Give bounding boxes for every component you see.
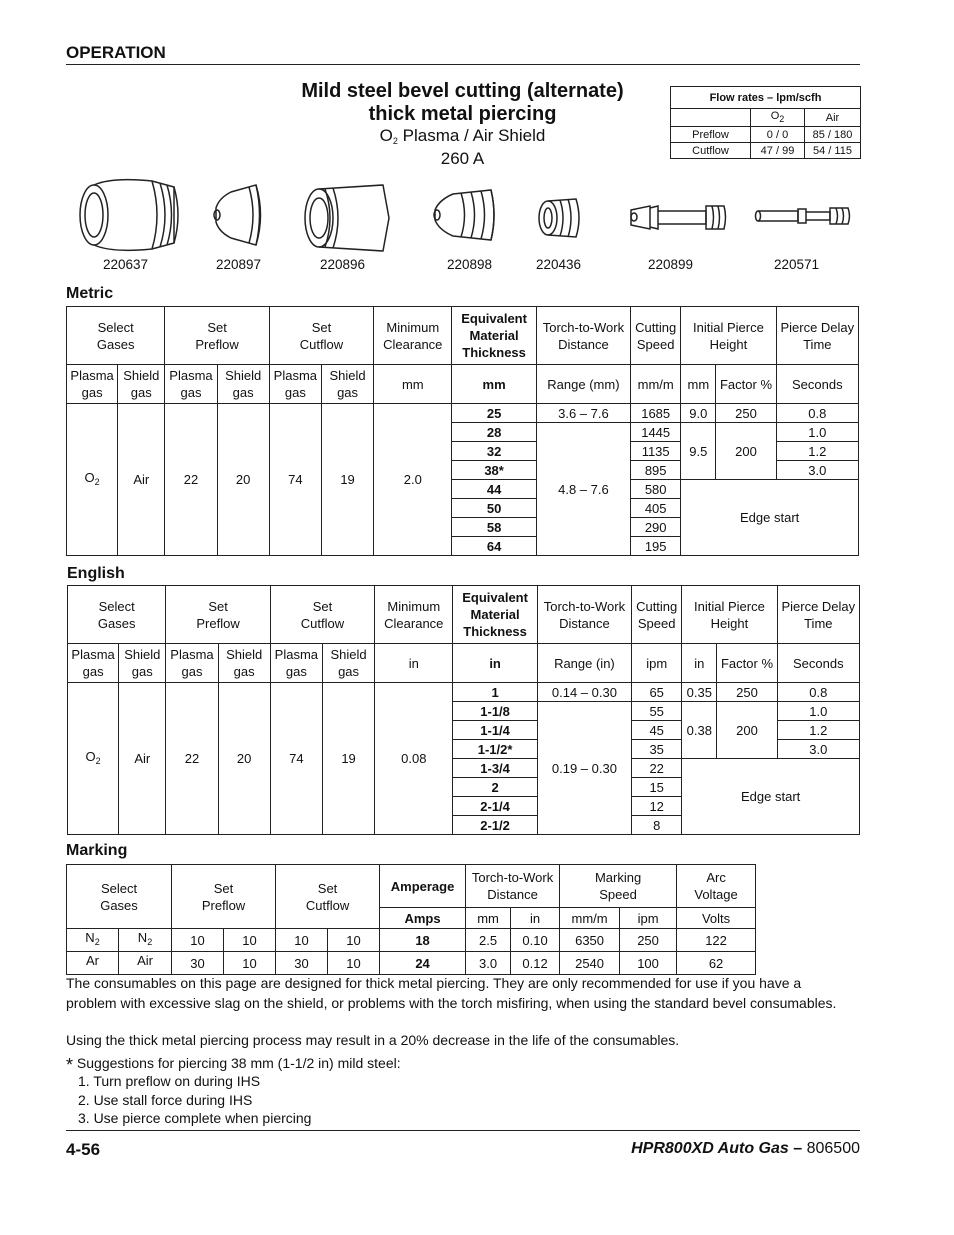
preflow-plasma-cell: 22 [166,683,218,835]
suggestion-line [66,1053,846,1074]
mk-hdr-marking-speed: Marking Speed [560,865,677,908]
page-number: 4-56 [66,1140,101,1159]
delay-cell: 1.2 [776,442,858,461]
part-number: 220436 [536,257,582,272]
english-table [67,585,860,835]
thickness-cell: 2-1/2 [453,816,537,835]
unit-height: in [682,644,717,683]
unit-shield-gas: Shield gas [218,644,270,683]
unit-thickness: mm [452,365,536,404]
cutflow-plasma-cell: 74 [270,683,322,835]
hdr-eq-thickness: Equivalent Material Thickness [452,307,536,365]
delay-cell: 0.8 [776,404,858,423]
mk-cell: 250 [620,929,677,952]
thickness-cell: 1-1/4 [453,721,537,740]
mk-cell: 10 [172,929,224,952]
mk-cell: 3.0 [466,952,511,975]
thickness-cell: 1-1/8 [453,702,537,721]
mk-cell: 30 [172,952,224,975]
mk-cell: 10 [276,929,328,952]
consumable-parts [66,175,860,270]
mk-amps-cell: 18 [380,929,466,952]
speed-cell: 12 [632,797,682,816]
mk-unit-amps: Amps [380,908,466,929]
hdr-select-gases: Select Gases [68,586,166,644]
height-cell: 0.38 [682,702,717,759]
speed-cell: 1685 [631,404,681,423]
amperage-subtitle: 260 A [440,149,485,168]
part-number: 220896 [320,257,366,272]
note-paragraph-2: Using the thick metal piercing process may result in a 20% decrease in the life of the consumables. [66,1032,680,1048]
delay-cell: 1.0 [776,423,858,442]
mk-hdr-arc-voltage: Arc Voltage [677,865,756,908]
plasma-gas-cell: $O_2$ [67,404,118,556]
thickness-cell: 32 [452,442,536,461]
shield-gas-cell: Air [118,404,165,556]
height-cell: 0.35 [682,683,717,702]
unit-plasma-gas: Plasma gas [269,365,321,404]
footer-doc-info [631,1140,860,1158]
metric-table [66,306,859,556]
mk-amps-cell: 24 [380,952,466,975]
hdr-set-preflow: Set Preflow [165,307,269,365]
speed-cell: 895 [631,461,681,480]
mk-hdr-select-gases: Select Gases [67,865,172,929]
shield-cap-icon [72,175,187,260]
unit-plasma-gas: Plasma gas [68,644,119,683]
preflow-shield-cell: 20 [218,683,270,835]
unit-shield-gas: Shield gas [322,644,374,683]
doc-number: 806500 [806,1140,860,1157]
unit-speed: ipm [632,644,682,683]
flow-rates-table [670,86,861,159]
mk-unit-mmm: mm/m [560,908,620,929]
thickness-cell: 1 [453,683,537,702]
thickness-cell: 38* [452,461,536,480]
factor-cell: 250 [717,683,777,702]
mk-cell: 62 [677,952,756,975]
thickness-cell: 2 [453,778,537,797]
clearance-cell: 2.0 [374,404,452,556]
mk-cell: 2540 [560,952,620,975]
delay-cell: 3.0 [777,740,859,759]
height-cell: 9.0 [681,404,716,423]
section-heading: OPERATION [66,43,166,62]
edge-start-cell: Edge start [682,759,860,835]
mk-unit-mm: mm [466,908,511,929]
plasma-gas-cell: $O_2$ [68,683,119,835]
flow-col-o2: $O_2$ [751,109,805,127]
note-paragraph-1: The consumables on this page are designed for thick metal piercing. They are only recommended for use if you have a problem with excessive slag on the shield, or problems with the torch misfiring, when using the standard bevel consumables. [66,975,837,1011]
mk-cell: 10 [328,929,380,952]
mk-unit-volts: Volts [677,908,756,929]
hdr-torch-dist: Torch-to-Work Distance [536,307,630,365]
part-number: 220899 [648,257,694,272]
flow-row-label: Preflow [671,127,751,143]
mk-unit-ipm: ipm [620,908,677,929]
speed-cell: 55 [632,702,682,721]
unit-factor: Factor % [716,365,776,404]
speed-cell: 45 [632,721,682,740]
english-heading: English [67,565,125,582]
thickness-cell: 28 [452,423,536,442]
metric-heading: Metric [66,285,114,302]
unit-plasma-gas: Plasma gas [165,365,217,404]
marking-table [66,864,756,975]
hdr-torch-dist: Torch-to-Work Distance [537,586,631,644]
mk-cell: 6350 [560,929,620,952]
factor-cell: 250 [716,404,776,423]
mk-cell: 10 [224,952,276,975]
flow-rates-title: Flow rates – lpm/scfh [671,87,861,109]
hdr-select-gases: Select Gases [67,307,165,365]
water-tube-icon [754,204,854,234]
flow-col-air: Air [805,109,861,127]
marking-heading: Marking [66,842,128,859]
range-cell: 0.14 – 0.30 [537,683,631,702]
hdr-cut-speed: Cutting Speed [631,307,681,365]
gas-subtitle [250,126,675,146]
suggestion-item: 3. Use pierce complete when piercing [78,1110,312,1126]
part-number: 220571 [774,257,820,272]
thickness-cell: 25 [452,404,536,423]
title-line-2: thick metal piercing [368,103,557,125]
flow-cell: 85 / 180 [805,127,861,143]
flow-cell: 0 / 0 [751,127,805,143]
unit-range: Range (in) [537,644,631,683]
part-number: 220897 [216,257,262,272]
unit-shield-gas: Shield gas [217,365,269,404]
unit-speed: mm/m [631,365,681,404]
thickness-cell: 1-1/2* [453,740,537,759]
speed-cell: 22 [632,759,682,778]
hdr-cut-speed: Cutting Speed [632,586,682,644]
delay-cell: 0.8 [777,683,859,702]
speed-cell: 35 [632,740,682,759]
speed-cell: 580 [631,480,681,499]
hdr-set-cutflow: Set Cutflow [270,586,374,644]
nozzle-icon [431,180,501,255]
speed-cell: 65 [632,683,682,702]
preflow-plasma-cell: 22 [165,404,217,556]
thickness-cell: 50 [452,499,536,518]
shield-gas-cell: Air [119,683,166,835]
speed-cell: 405 [631,499,681,518]
preflow-shield-cell: 20 [217,404,269,556]
gas-rest: Plasma / Air Shield [397,126,546,145]
factor-cell: 200 [717,702,777,759]
asterisk: * [66,1055,74,1075]
unit-plasma-gas: Plasma gas [166,644,218,683]
hdr-set-cutflow: Set Cutflow [269,307,373,365]
suggestion-item: 1. Turn preflow on during IHS [78,1073,261,1089]
footer-dash: – [793,1140,803,1157]
hdr-pierce-height: Initial Pierce Height [681,307,776,365]
top-rule [66,64,860,65]
gas-sub: 2 [392,136,398,146]
speed-cell: 1445 [631,423,681,442]
unit-delay: Seconds [776,365,858,404]
unit-height: mm [681,365,716,404]
title-line-1: Mild steel bevel cutting (alternate) [301,80,624,102]
mk-cell: 10 [224,929,276,952]
unit-shield-gas: Shield gas [119,644,166,683]
factor-cell: 200 [716,423,776,480]
speed-cell: 290 [631,518,681,537]
mk-cell: 0.12 [511,952,560,975]
speed-cell: 1135 [631,442,681,461]
thickness-cell: 64 [452,537,536,556]
height-cell: 9.5 [681,423,716,480]
unit-thickness: in [453,644,537,683]
page-title [250,80,675,126]
mk-hdr-torch-dist: Torch-to-Work Distance [466,865,560,908]
unit-delay: Seconds [777,644,859,683]
mk-gas-cell: Air [119,952,172,975]
mk-gas-cell: Ar [67,952,119,975]
unit-clearance: mm [374,365,452,404]
part-number: 220898 [447,257,493,272]
unit-factor: Factor % [717,644,777,683]
delay-cell: 1.2 [777,721,859,740]
flow-cell: 47 / 99 [751,143,805,159]
mk-hdr-amperage: Amperage [380,865,466,908]
mk-cell: 30 [276,952,328,975]
retaining-cap-icon [299,183,394,258]
mk-hdr-set-cutflow: Set Cutflow [276,865,380,929]
range-cell: 0.19 – 0.30 [537,702,631,835]
delay-cell: 3.0 [776,461,858,480]
mk-cell: 122 [677,929,756,952]
cutflow-shield-cell: 19 [322,683,374,835]
swirl-ring-icon [536,193,586,248]
speed-cell: 195 [631,537,681,556]
unit-range: Range (mm) [536,365,630,404]
speed-cell: 15 [632,778,682,797]
hdr-min-clearance: Minimum Clearance [374,307,452,365]
mk-cell: 10 [328,952,380,975]
delay-cell: 1.0 [777,702,859,721]
unit-shield-gas: Shield gas [321,365,373,404]
hdr-min-clearance: Minimum Clearance [375,586,453,644]
edge-start-cell: Edge start [681,480,859,556]
mk-hdr-set-preflow: Set Preflow [172,865,276,929]
mk-cell: 0.10 [511,929,560,952]
electrode-icon [628,200,728,240]
unit-shield-gas: Shield gas [118,365,165,404]
thickness-cell: 1-3/4 [453,759,537,778]
mk-cell: 100 [620,952,677,975]
mk-gas-cell: $N_2$ [67,929,119,952]
thickness-cell: 58 [452,518,536,537]
shield-icon [211,180,271,255]
flow-row-label: Cutflow [671,143,751,159]
thickness-cell: 2-1/4 [453,797,537,816]
speed-cell: 8 [632,816,682,835]
unit-plasma-gas: Plasma gas [270,644,322,683]
range-cell: 3.6 – 7.6 [536,404,630,423]
gas-o: O [379,126,393,145]
unit-clearance: in [375,644,453,683]
hdr-set-preflow: Set Preflow [166,586,270,644]
hdr-pierce-height: Initial Pierce Height [682,586,777,644]
suggestion-text: Suggestions for piercing 38 mm (1-1/2 in) mild steel: [76,1055,401,1071]
range-cell: 4.8 – 7.6 [536,423,630,556]
cutflow-shield-cell: 19 [321,404,373,556]
suggestion-item: 2. Use stall force during IHS [78,1092,253,1108]
mk-gas-cell: $N_2$ [119,929,172,952]
bottom-rule [66,1130,860,1131]
flow-cell: 54 / 115 [805,143,861,159]
product-name: HPR800XD Auto Gas [631,1140,789,1157]
cutflow-plasma-cell: 74 [269,404,321,556]
thickness-cell: 44 [452,480,536,499]
mk-unit-in: in [511,908,560,929]
unit-plasma-gas: Plasma gas [67,365,118,404]
clearance-cell: 0.08 [375,683,453,835]
hdr-pierce-delay: Pierce Delay Time [776,307,858,365]
mk-cell: 2.5 [466,929,511,952]
part-number: 220637 [103,257,149,272]
hdr-pierce-delay: Pierce Delay Time [777,586,859,644]
hdr-eq-thickness: Equivalent Material Thickness [453,586,537,644]
